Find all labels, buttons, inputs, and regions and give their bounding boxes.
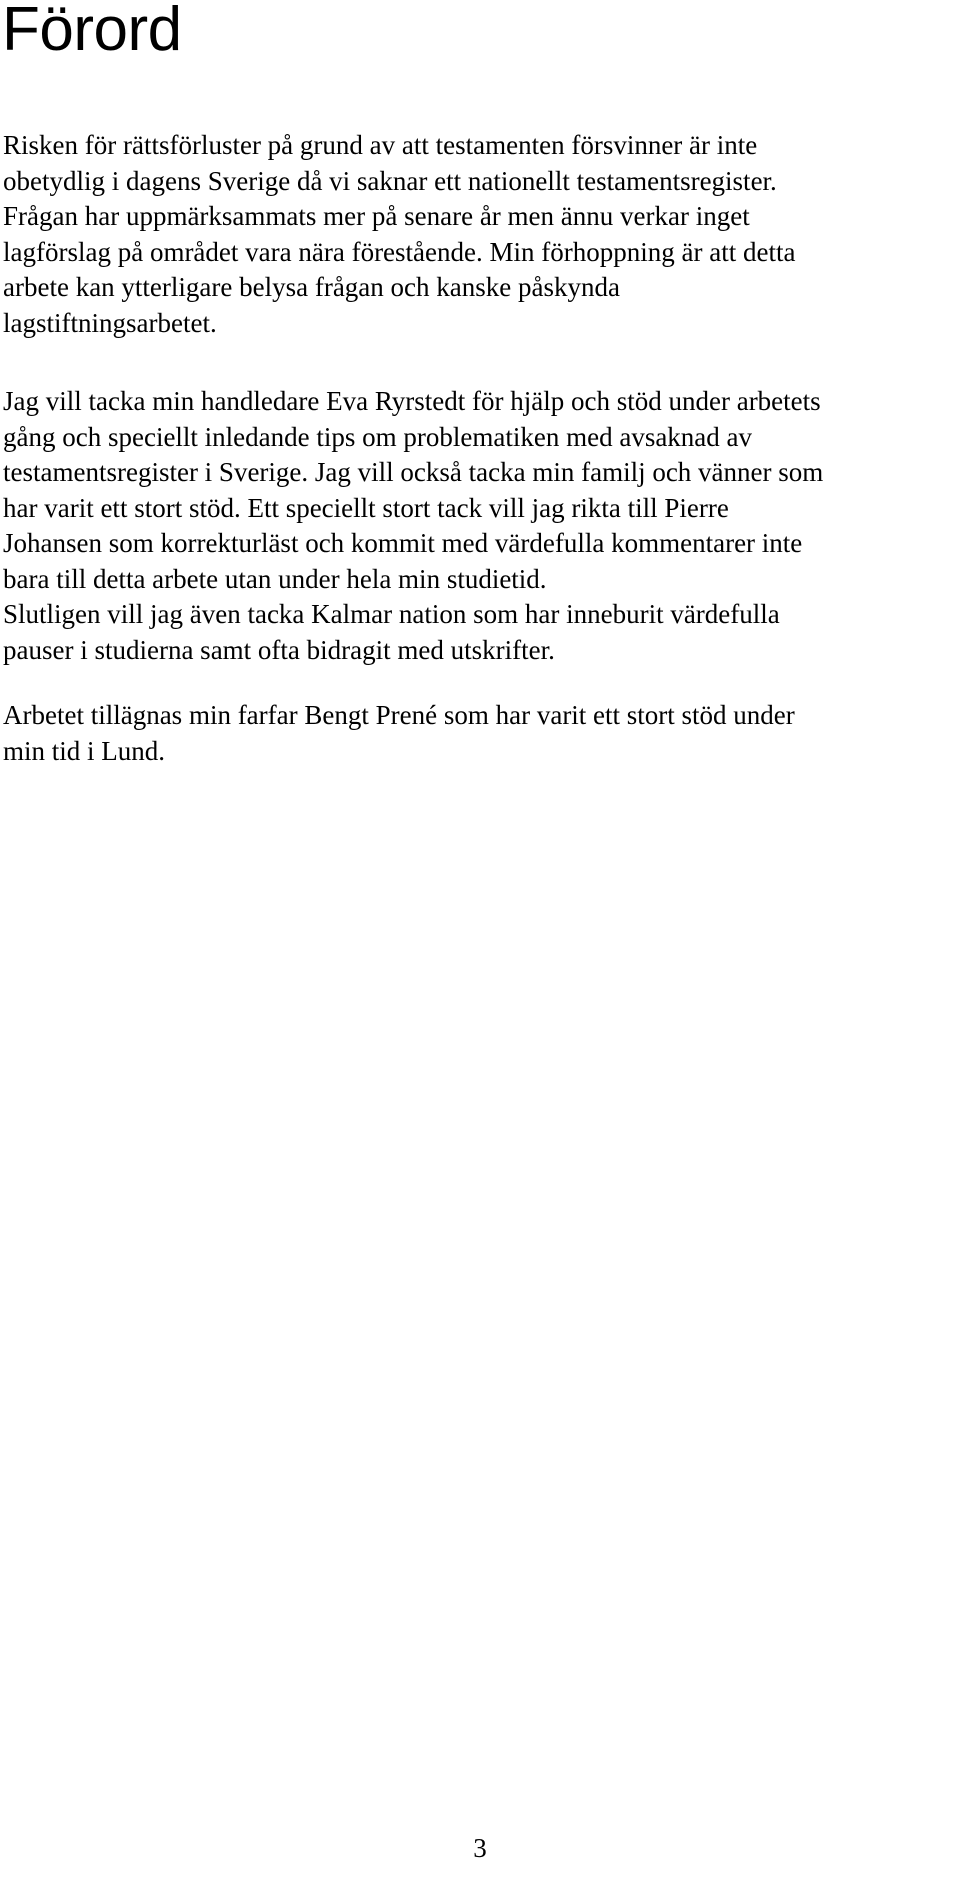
paragraph-line: gång och speciellt inledande tips om problematiken med avsaknad av bbox=[3, 421, 753, 452]
page-title: Förord bbox=[2, 0, 182, 64]
page-number: 3 bbox=[473, 1833, 487, 1863]
paragraph-line: Johansen som korrekturläst och kommit med värdefulla kommentarer inte bbox=[3, 528, 803, 558]
paragraph-line: Jag vill tacka min handledare Eva Ryrstedt för hjälp och stöd under arbetets bbox=[3, 386, 821, 416]
paragraph-line: min tid i Lund. bbox=[3, 735, 165, 766]
paragraph-line: arbete kan ytterligare belysa frågan och kanske påskynda bbox=[3, 272, 620, 302]
paragraph-line: obetydlig i dagens Sverige då vi saknar ett nationellt testamentsregister. bbox=[3, 165, 777, 196]
paragraph-line: Frågan har uppmärksammats mer på senare år men ännu verkar inget bbox=[3, 201, 750, 231]
paragraph-line: bara till detta arbete utan under hela min studietid. bbox=[3, 563, 547, 594]
paragraph-line: lagstiftningsarbetet. bbox=[3, 307, 217, 338]
paragraph-intro bbox=[3, 128, 948, 341]
paragraph-line: Slutligen vill jag även tacka Kalmar nation som har inneburit värdefulla bbox=[3, 599, 780, 629]
paragraph-line: Risken för rättsförluster på grund av att testamenten försvinner är inte bbox=[3, 130, 758, 160]
paragraph-dedication bbox=[3, 698, 948, 769]
paragraph-line: lagförslag på området vara nära förestående. Min förhoppning är att detta bbox=[3, 236, 796, 267]
paragraph-acknowledgements bbox=[3, 384, 948, 668]
paragraph-line: Arbetet tillägnas min farfar Bengt Prené som har varit ett stort stöd under bbox=[3, 700, 795, 730]
paragraph-line: testamentsregister i Sverige. Jag vill också tacka min familj och vänner som bbox=[3, 457, 824, 487]
paragraph-line: pauser i studierna samt ofta bidragit med utskrifter. bbox=[3, 634, 555, 665]
paragraph-line: har varit ett stort stöd. Ett speciellt stort tack vill jag rikta till Pierre bbox=[3, 492, 729, 523]
